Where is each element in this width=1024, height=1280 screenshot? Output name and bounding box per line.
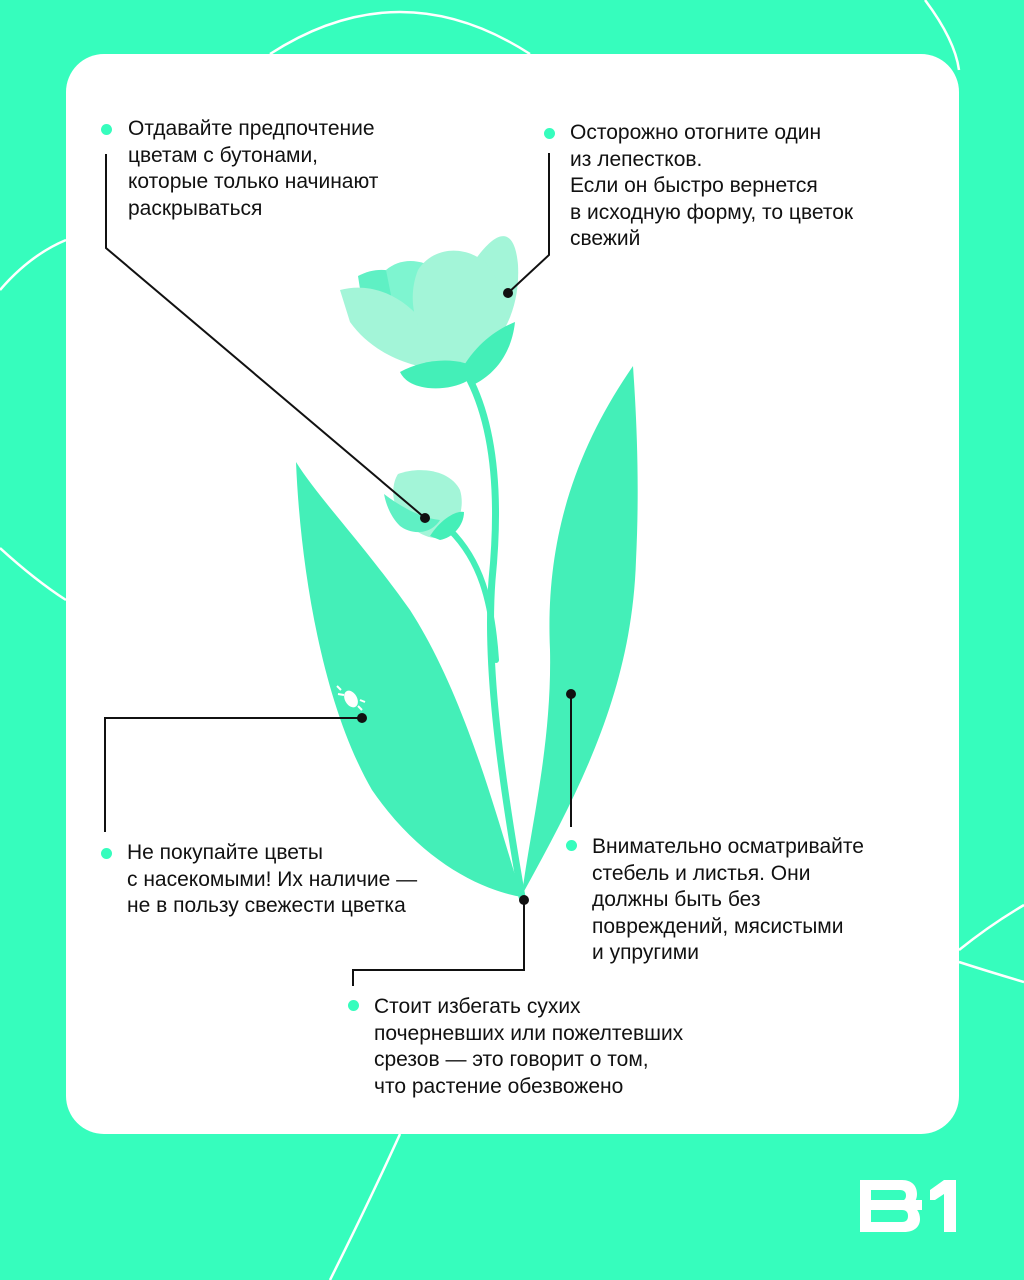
- tip-bullet: [348, 1000, 359, 1011]
- tip-bullet: [566, 840, 577, 851]
- flower-bud: [384, 470, 464, 540]
- tip-line: почерневших или пожелтевших: [374, 1021, 684, 1045]
- tip-line: с насекомыми! Их наличие —: [127, 867, 418, 891]
- tip-line: цветам с бутонами,: [128, 143, 319, 167]
- tip-buds: [128, 116, 378, 222]
- tip-line: раскрываться: [128, 196, 263, 220]
- tip-line: в исходную форму, то цветок: [570, 200, 854, 224]
- tip-line: Стоит избегать сухих: [374, 995, 581, 1018]
- callout-line-insects: [105, 718, 362, 832]
- callout-dot-insects: [357, 713, 367, 723]
- tip-line: свежий: [570, 227, 641, 250]
- tip-insects: [127, 840, 417, 920]
- flower-head: [340, 236, 518, 388]
- tip-cuts: [374, 994, 683, 1100]
- callout-dot-cuts: [519, 895, 529, 905]
- b1-logo-icon: [860, 1180, 960, 1232]
- tip-line: стебель и листья. Они: [592, 861, 811, 885]
- tip-line: должны быть без: [592, 888, 761, 911]
- tip-line: срезов — это говорит о том,: [374, 1048, 649, 1071]
- tip-line: Отдавайте предпочтение: [128, 117, 375, 140]
- tip-line: Внимательно осматривайте: [592, 835, 864, 858]
- tip-line: Если он быстро вернется: [570, 174, 818, 197]
- tip-stem: [592, 834, 864, 967]
- right-leaf: [522, 366, 638, 895]
- tip-bullet: [544, 128, 555, 139]
- tip-bullet: [101, 848, 112, 859]
- tip-line: повреждений, мясистыми: [592, 914, 844, 938]
- tip-bullet: [101, 124, 112, 135]
- callout-dot-petal: [503, 288, 513, 298]
- tip-line: что растение обезвожено: [374, 1074, 624, 1098]
- tip-petal: [570, 120, 853, 253]
- callout-dot-buds: [420, 513, 430, 523]
- tip-line: не в пользу свежести цветка: [127, 894, 406, 917]
- callout-dot-stem: [566, 689, 576, 699]
- tip-line: Не покупайте цветы: [127, 841, 323, 864]
- tip-line: и упругими: [592, 941, 699, 964]
- tip-line: которые только начинают: [128, 170, 379, 193]
- tip-line: Осторожно отогните один: [570, 121, 822, 144]
- tip-line: из лепестков.: [570, 147, 703, 171]
